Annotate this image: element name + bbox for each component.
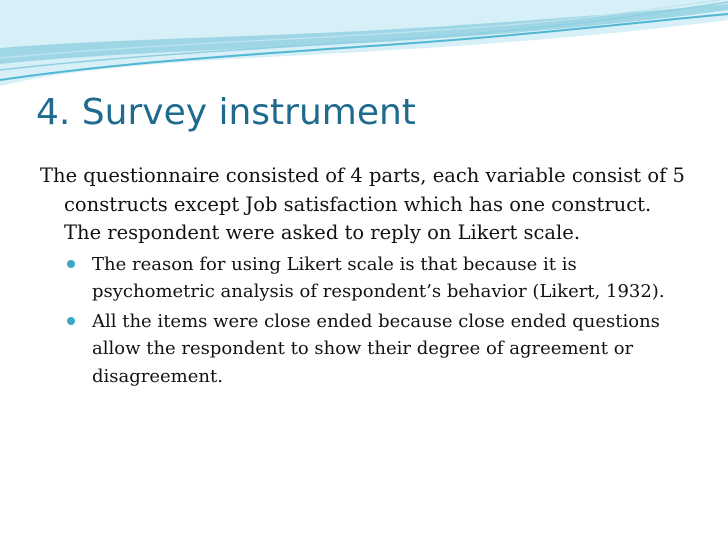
bullet-text: All the items were close ended because close ended questions allow the respondent to show their degree of agreement or disagreement. — [92, 310, 660, 387]
bullet-text: The reason for using Likert scale is that because it is psychometric analysis of respondent’s behavior (Likert, 1932). — [92, 253, 665, 302]
bullet-dot-icon — [67, 317, 75, 325]
bullet-list — [64, 251, 690, 391]
bullet-dot-icon — [67, 260, 75, 268]
bullet-item — [64, 251, 690, 306]
slide-body — [40, 162, 690, 392]
slide-title: 4. Survey instrument — [36, 92, 416, 133]
bullet-item — [64, 308, 690, 391]
main-paragraph: The questionnaire consisted of 4 parts, each variable consist of 5 constructs except Job satisfaction which has one construct. The respondent were asked to reply on Likert scale. — [40, 164, 685, 244]
